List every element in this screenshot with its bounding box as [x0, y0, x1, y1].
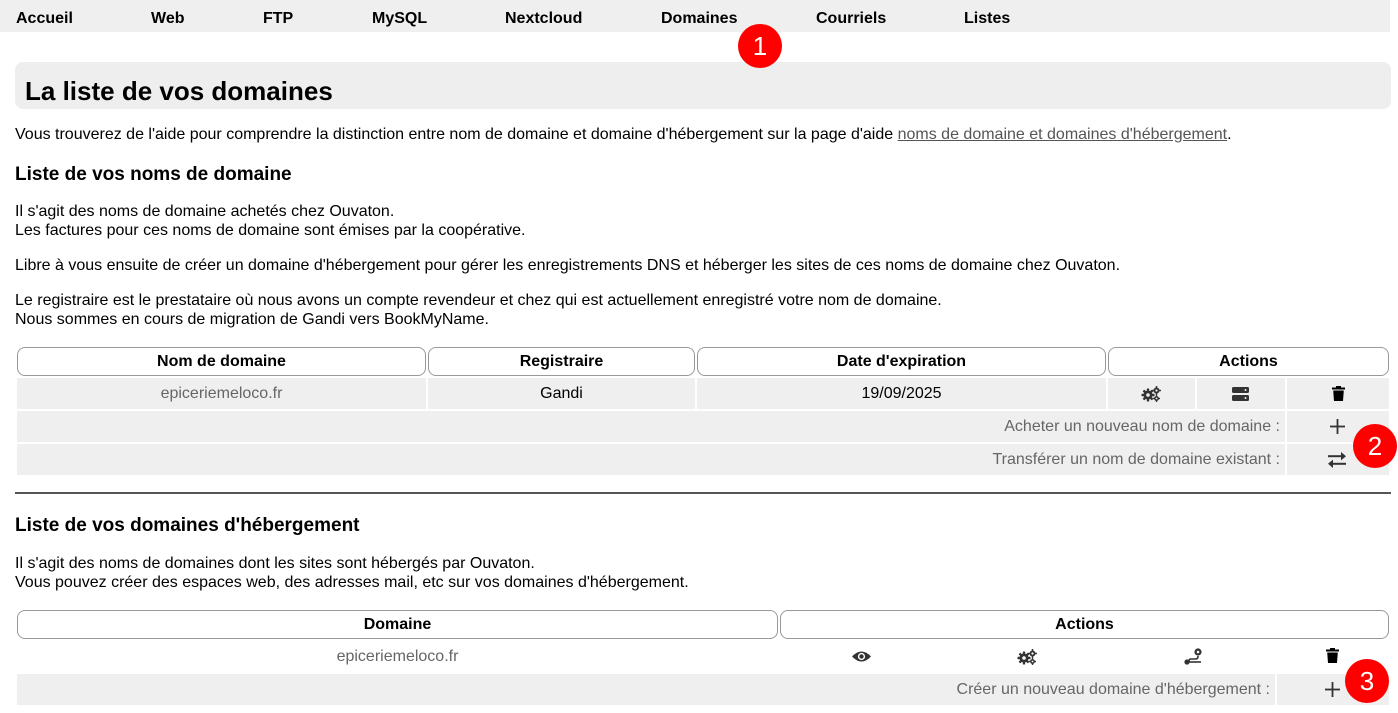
nav-web[interactable]: Web [151, 10, 185, 27]
create-hosting-label: Créer un nouveau domaine d'hébergement : [17, 674, 1275, 705]
buy-domain-label: Acheter un nouveau nom de domaine : [17, 411, 1285, 442]
gears-icon [1017, 649, 1038, 665]
route-icon [1184, 648, 1202, 665]
view-hosting-button[interactable] [780, 641, 943, 672]
top-nav [0, 0, 1390, 32]
col-header-domain[interactable]: Nom de domaine [17, 347, 426, 376]
hosting-intro-line1: Il s'agit des noms de domaines dont les sites sont hébergés par Ouvaton. [15, 555, 535, 572]
help-link[interactable]: noms de domaine et domaines d'hébergement [897, 126, 1228, 143]
expiration-cell: 19/09/2025 [697, 378, 1106, 409]
help-text: Vous trouverez de l'aide pour comprendre la distinction entre nom de domaine et domaine d'hébergement sur la page d'aide [15, 126, 898, 143]
col-header-registrar[interactable]: Registraire [428, 347, 695, 376]
col-header-hosting-actions: Actions [780, 610, 1389, 639]
annotation-badge-3: 3 [1345, 659, 1389, 703]
registrar-cell: Gandi [428, 378, 695, 409]
server-icon [1232, 387, 1249, 401]
domains-dns-paragraph: Libre à vous ensuite de créer un domaine d'hébergement pour gérer les enregistrements DNS et héberger les sites de ces noms de domaine chez Ouvaton. [15, 257, 1121, 274]
page-title: La liste de vos domaines [25, 76, 333, 106]
gears-icon [1141, 386, 1162, 402]
trash-icon [1326, 648, 1339, 663]
help-text-end: . [1227, 126, 1232, 143]
registrar-line2: Nous sommes en cours de migration de Gandi vers BookMyName. [15, 311, 489, 328]
dns-server-button[interactable] [1197, 378, 1285, 409]
nav-courriels[interactable]: Courriels [816, 10, 887, 27]
nav-nextcloud[interactable]: Nextcloud [505, 10, 583, 27]
delete-domain-button[interactable] [1287, 378, 1389, 409]
hosting-intro-line2: Vous pouvez créer des espaces web, des adresses mail, etc sur vos domaines d'hébergement. [15, 574, 689, 591]
col-header-hosting-domain[interactable]: Domaine [17, 610, 778, 639]
domains-intro-line2: Les factures pour ces noms de domaine sont émises par la coopérative. [15, 222, 526, 239]
eye-icon [852, 650, 871, 663]
hosting-domain-cell: epiceriemeloco.fr [17, 641, 778, 672]
manage-domain-button[interactable] [1108, 378, 1195, 409]
annotation-badge-1: 1 [738, 24, 782, 68]
nav-accueil[interactable]: Accueil [16, 10, 73, 27]
col-header-actions: Actions [1108, 347, 1389, 376]
section-divider [15, 492, 1391, 494]
domains-heading: Liste de vos noms de domaine [15, 164, 292, 185]
domain-name-cell: epiceriemeloco.fr [17, 378, 426, 409]
plus-icon [1330, 419, 1345, 434]
transfer-domain-label: Transférer un nom de domaine existant : [17, 444, 1285, 475]
help-paragraph [15, 125, 1232, 144]
nav-listes[interactable]: Listes [964, 10, 1011, 27]
annotation-badge-2: 2 [1353, 424, 1397, 468]
nav-mysql[interactable]: MySQL [372, 10, 428, 27]
hosting-heading: Liste de vos domaines d'hébergement [15, 515, 360, 536]
trash-icon [1332, 386, 1345, 401]
plus-icon [1325, 682, 1340, 697]
col-header-expiration[interactable]: Date d'expiration [697, 347, 1106, 376]
transfer-arrows-icon [1328, 452, 1346, 468]
nav-ftp[interactable]: FTP [263, 10, 294, 27]
domains-intro-line1: Il s'agit des noms de domaine achetés chez Ouvaton. [15, 203, 395, 220]
manage-hosting-button[interactable] [945, 641, 1110, 672]
registrar-line1: Le registraire est le prestataire où nous avons un compte revendeur et chez qui est actuellement enregistré votre nom de domaine. [15, 292, 942, 309]
title-bar [15, 62, 1391, 109]
redirect-hosting-button[interactable] [1112, 641, 1275, 672]
nav-domaines[interactable]: Domaines [661, 10, 738, 27]
